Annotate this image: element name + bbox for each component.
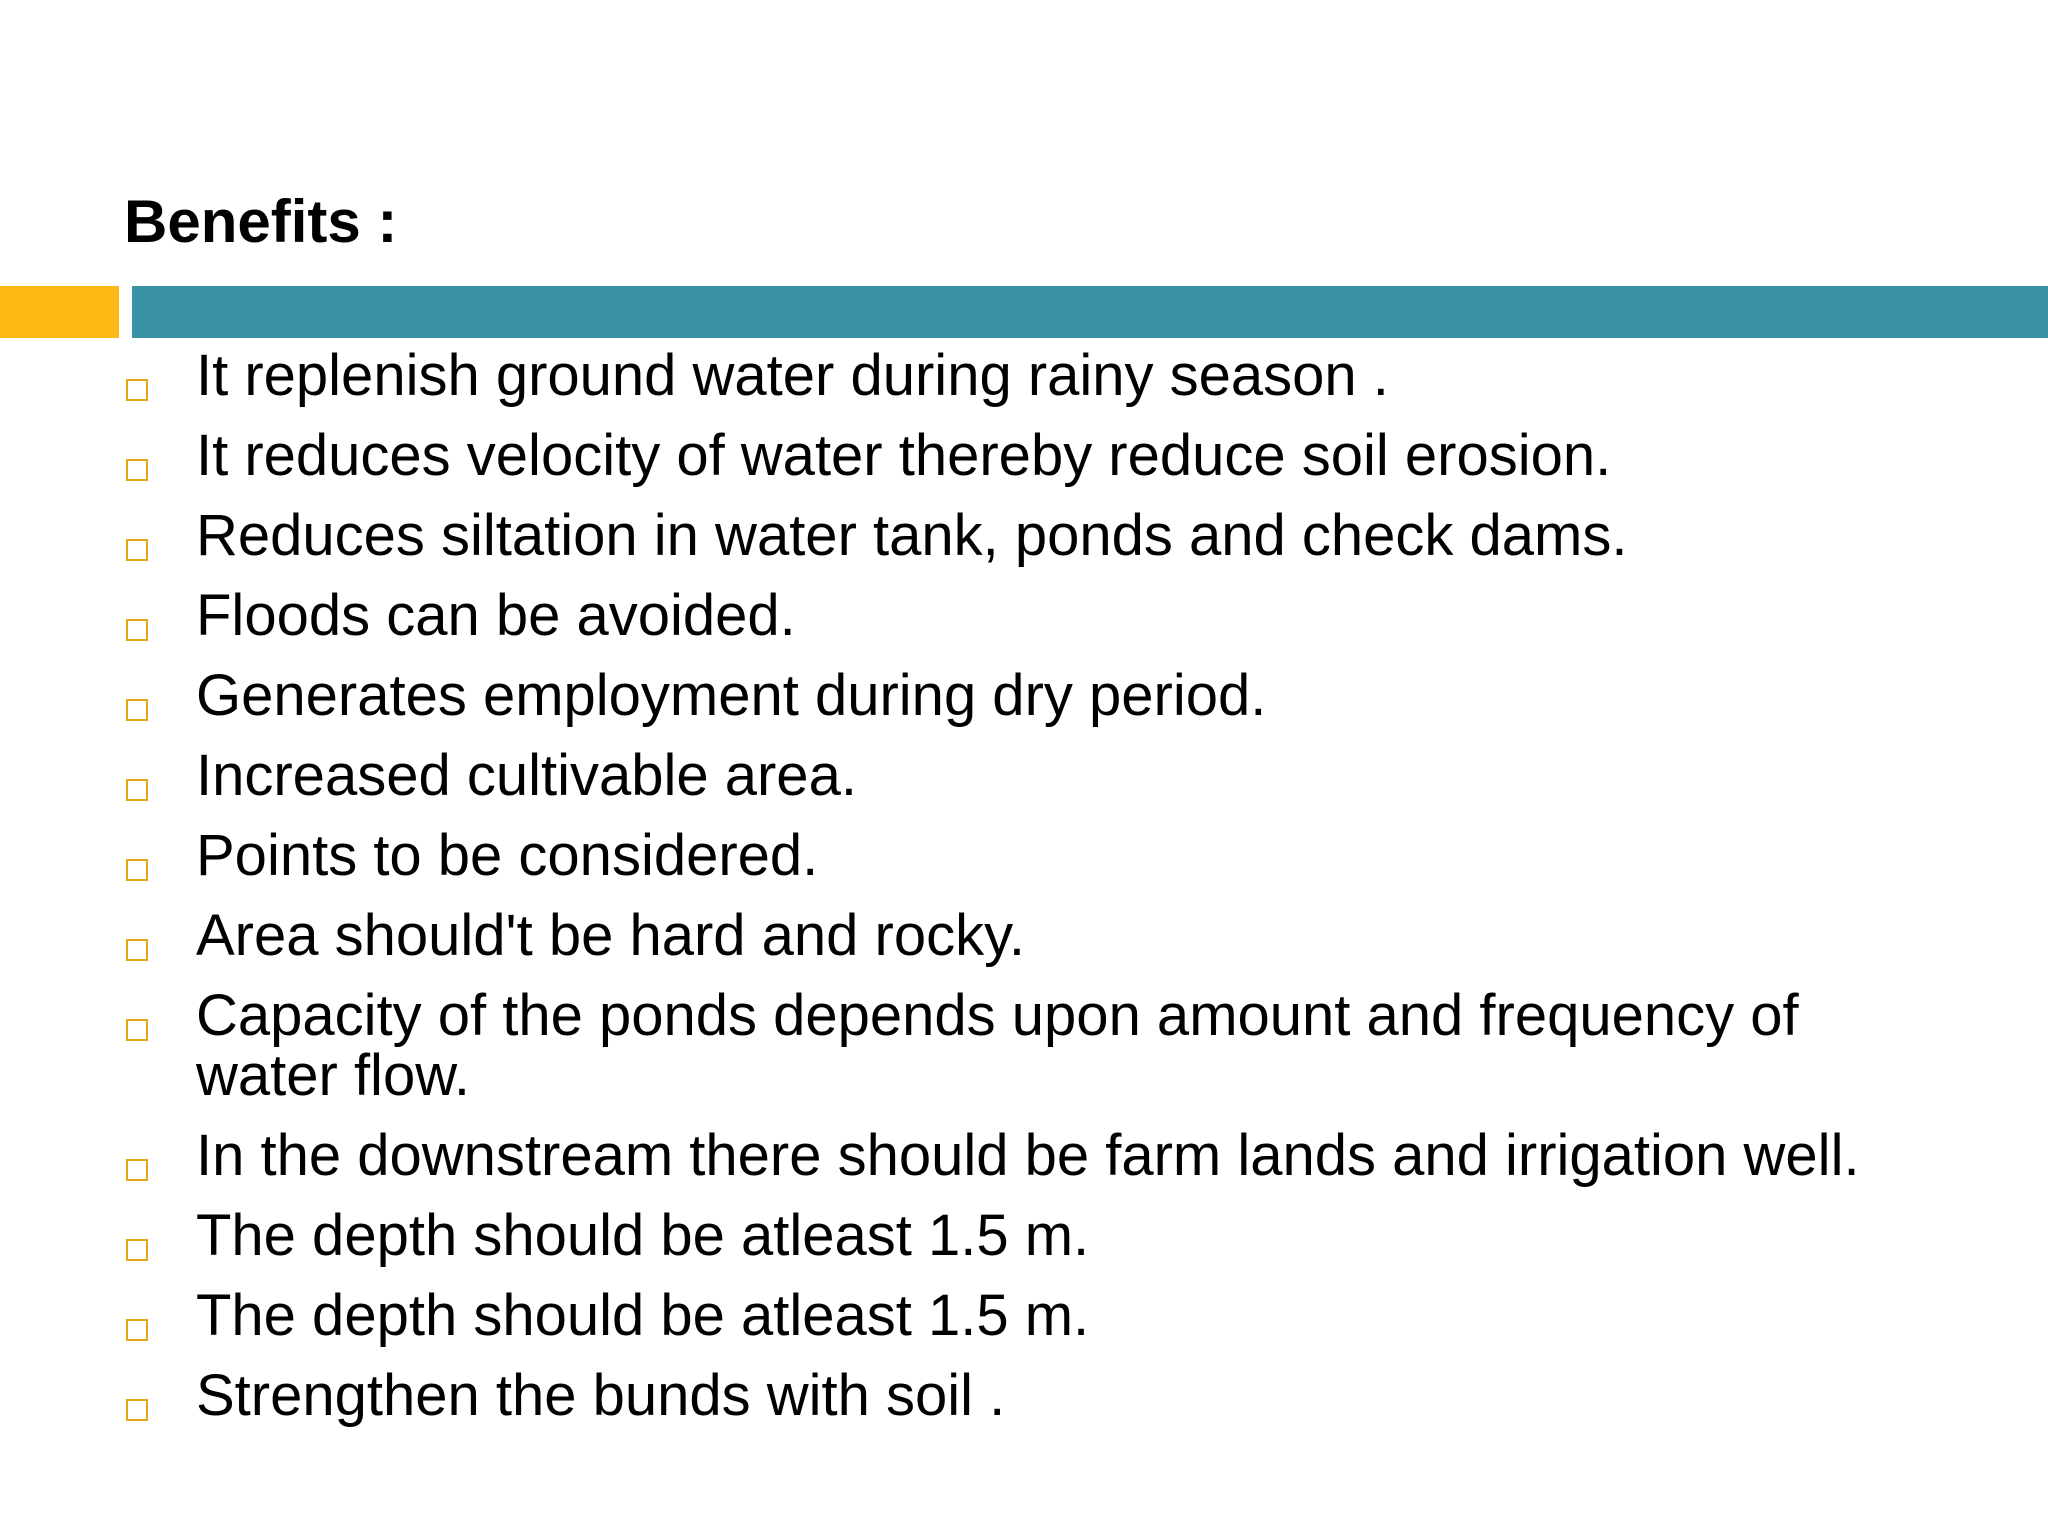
hollow-square-bullet-icon [126, 699, 148, 721]
list-item [124, 583, 1924, 648]
slide-title: Benefits : [124, 188, 398, 255]
accent-bar-orange [0, 286, 119, 338]
bullet-text: It replenish ground water during rainy season . [196, 343, 1389, 408]
bullet-text: The depth should be atleast 1.5 m. [196, 1283, 1090, 1348]
hollow-square-bullet-icon [126, 619, 148, 641]
hollow-square-bullet-icon [126, 379, 148, 401]
list-item [124, 1363, 1924, 1428]
list-item [124, 903, 1924, 968]
bullet-text: It reduces velocity of water thereby reduce soil erosion. [196, 423, 1612, 488]
bullet-text: The depth should be atleast 1.5 m. [196, 1203, 1090, 1268]
list-item [124, 823, 1924, 888]
hollow-square-bullet-icon [126, 539, 148, 561]
bullet-text: Generates employment during dry period. [196, 663, 1267, 728]
hollow-square-bullet-icon [126, 939, 148, 961]
hollow-square-bullet-icon [126, 1239, 148, 1261]
list-item [124, 503, 1924, 568]
bullet-text: Points to be considered. [196, 823, 819, 888]
list-item [124, 983, 1924, 1108]
hollow-square-bullet-icon [126, 459, 148, 481]
list-item [124, 1123, 1924, 1188]
accent-bar-teal [132, 286, 2048, 338]
list-item [124, 423, 1924, 488]
bullet-text: Increased cultivable area. [196, 743, 857, 808]
hollow-square-bullet-icon [126, 779, 148, 801]
list-item [124, 343, 1924, 408]
bullet-text: Capacity of the ponds depends upon amount and frequency of water flow. [196, 983, 1799, 1108]
benefits-list [124, 343, 1924, 1446]
bullet-text: In the downstream there should be farm lands and irrigation well. [196, 1123, 1860, 1188]
bullet-text: Area should't be hard and rocky. [196, 903, 1025, 968]
list-item [124, 1203, 1924, 1268]
hollow-square-bullet-icon [126, 1019, 148, 1041]
bullet-text: Floods can be avoided. [196, 583, 796, 648]
hollow-square-bullet-icon [126, 859, 148, 881]
hollow-square-bullet-icon [126, 1399, 148, 1421]
bullet-text: Strengthen the bunds with soil . [196, 1363, 1006, 1428]
list-item [124, 1283, 1924, 1348]
hollow-square-bullet-icon [126, 1319, 148, 1341]
list-item [124, 743, 1924, 808]
bullet-text: Reduces siltation in water tank, ponds and check dams. [196, 503, 1628, 568]
list-item [124, 663, 1924, 728]
hollow-square-bullet-icon [126, 1159, 148, 1181]
